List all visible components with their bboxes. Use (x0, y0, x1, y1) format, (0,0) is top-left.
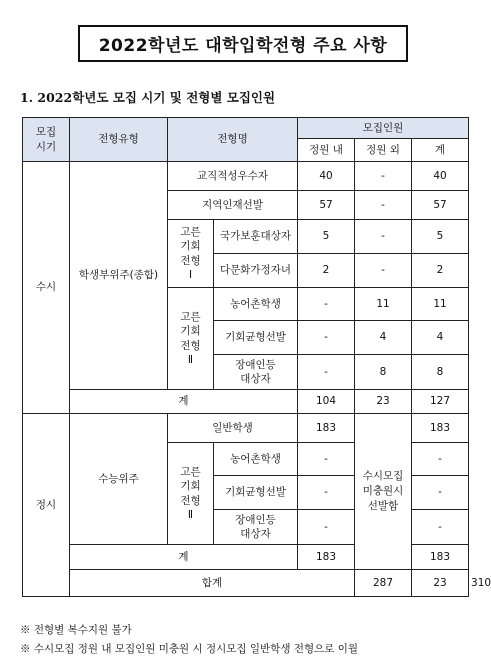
row-total: 4 (412, 321, 469, 355)
row-in: - (298, 476, 355, 510)
subtotal-label: 계 (70, 545, 298, 570)
row-name: 국가보훈대상자 (214, 220, 298, 254)
row-name: 농어촌학생 (214, 443, 298, 476)
row-total: 5 (412, 220, 469, 254)
merged-note: 수시모집 미충원시 선발함 (355, 414, 412, 570)
group-goreun-2: 고른 기회 전형 Ⅱ (168, 288, 214, 390)
row-name: 기회균형선발 (214, 476, 298, 510)
note-line: ※ 전형별 복수지원 불가 (20, 624, 132, 636)
row-name: 장애인등 대상자 (214, 510, 298, 545)
row-total: 183 (412, 414, 469, 443)
row-total: 8 (412, 355, 469, 390)
row-in: 57 (298, 191, 355, 220)
row-out: - (355, 220, 412, 254)
page-title-text: 2022학년도 대학입학전형 주요 사항 (98, 36, 388, 56)
group-goreun-1: 고른 기회 전형 Ⅰ (168, 220, 214, 288)
row-in: - (298, 355, 355, 390)
admission-quota-table (22, 117, 491, 597)
row-in: 2 (298, 254, 355, 288)
page-title (78, 25, 408, 62)
type-susi: 학생부위주(종합) (70, 162, 168, 390)
row-out: - (355, 191, 412, 220)
row-in: 40 (298, 162, 355, 191)
row-name: 농어촌학생 (214, 288, 298, 321)
subtotal-label: 계 (70, 390, 298, 414)
type-jeongsi: 수능위주 (70, 414, 168, 545)
row-name: 기회균형선발 (214, 321, 298, 355)
row-out: - (355, 162, 412, 191)
header-row (23, 118, 469, 139)
row-in: - (298, 321, 355, 355)
section-heading: 1. 2022학년도 모집 시기 및 전형별 모집인원 (20, 90, 276, 105)
grand-total-label: 합계 (70, 570, 355, 597)
subtotal-out: 23 (355, 390, 412, 414)
row-total: - (412, 510, 469, 545)
row-name: 교직적성우수자 (168, 162, 298, 191)
grand-total-in: 287 (355, 570, 412, 597)
group-goreun-2-jeongsi: 고른 기회 전형 Ⅱ (168, 443, 214, 545)
header-quota: 모집인원 (298, 118, 469, 139)
subtotal-total: 127 (412, 390, 469, 414)
header-out-quota: 정원 외 (355, 139, 412, 162)
row-out: 4 (355, 321, 412, 355)
header-type: 전형유형 (70, 118, 168, 162)
row-total: 40 (412, 162, 469, 191)
row-in: - (298, 510, 355, 545)
row-total: 2 (412, 254, 469, 288)
grand-total-out: 23 (412, 570, 469, 597)
grand-total-row: 합계 287 23 310 (23, 570, 469, 597)
header-in-quota: 정원 내 (298, 139, 355, 162)
row-total: 57 (412, 191, 469, 220)
row-name: 지역인재선발 (168, 191, 298, 220)
row-out: 11 (355, 288, 412, 321)
header-total: 계 (412, 139, 469, 162)
subtotal-in: 183 (298, 545, 355, 570)
row-name: 일반학생 (168, 414, 298, 443)
row-in: 5 (298, 220, 355, 254)
subtotal-total: 183 (412, 545, 469, 570)
period-jeongsi: 정시 (23, 414, 70, 597)
header-name: 전형명 (168, 118, 298, 162)
row-out: 8 (355, 355, 412, 390)
table-row (23, 414, 469, 443)
row-name: 다문화가정자녀 (214, 254, 298, 288)
row-in: - (298, 443, 355, 476)
row-out: - (355, 254, 412, 288)
row-total: - (412, 476, 469, 510)
period-susi: 수시 (23, 162, 70, 414)
note-line: ※ 수시모집 정원 내 모집인원 미충원 시 정시모집 일반학생 전형으로 이월 (20, 643, 359, 655)
row-total: 11 (412, 288, 469, 321)
row-in: - (298, 288, 355, 321)
row-total: - (412, 443, 469, 476)
row-in: 183 (298, 414, 355, 443)
row-name: 장애인등 대상자 (214, 355, 298, 390)
table-row (23, 162, 469, 191)
subtotal-in: 104 (298, 390, 355, 414)
subtotal-row (23, 390, 469, 414)
header-period: 모집 시기 (23, 118, 70, 162)
